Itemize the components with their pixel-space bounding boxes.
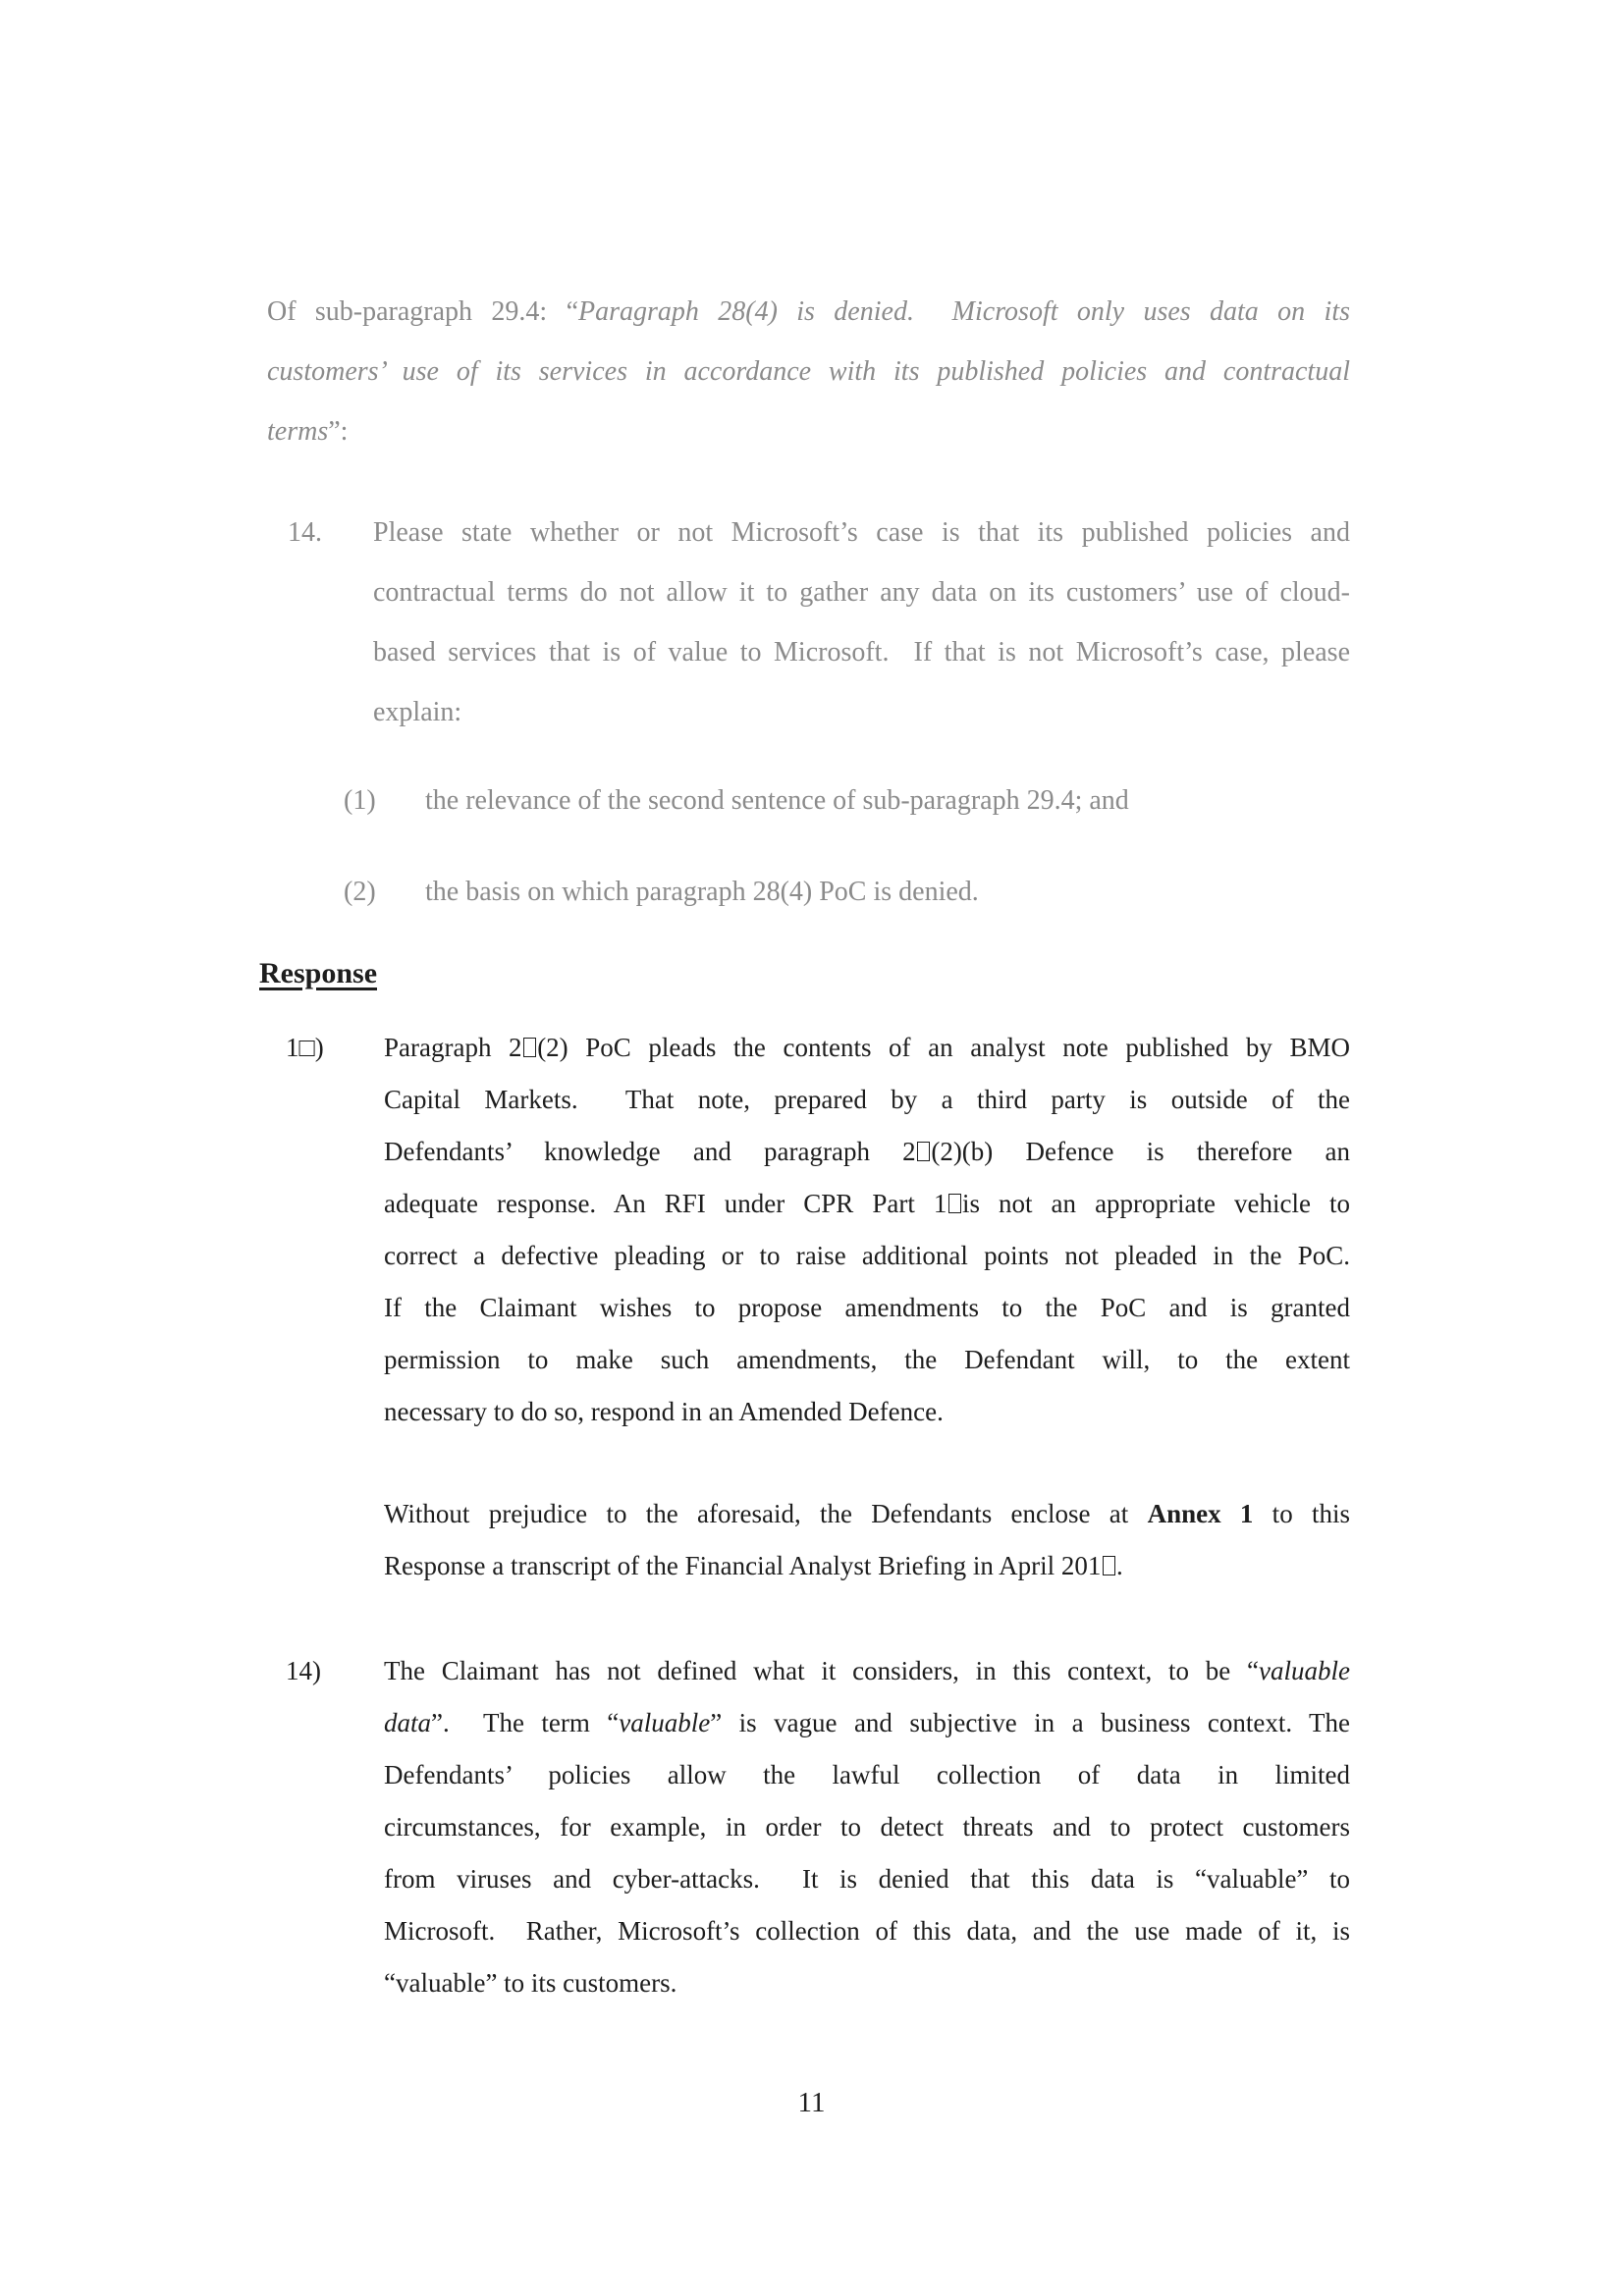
text-segment: necessary to do so, respond in an Amended Defence.: [384, 1397, 944, 1426]
response-paragraph-1-number: 1□): [286, 1033, 324, 1062]
intro-quote: [267, 282, 1350, 461]
response-paragraph-3-text: [384, 1645, 1350, 2009]
missing-glyph-box-icon: [948, 1194, 961, 1212]
text-segment: valuable: [1259, 1656, 1350, 1685]
text-segment: from viruses and cyber-attacks. It is denied that this data is “valuable” to: [384, 1864, 1350, 1894]
text-segment: to this: [1253, 1499, 1350, 1528]
text-line: [384, 1488, 1350, 1540]
response-heading: Response: [259, 957, 378, 989]
text-segment: adequate response. An RFI under CPR Part 1 is not an appropriate vehicle to: [384, 1189, 1350, 1218]
text-segment: permission to make such amendments, the Defendant will, to the extent: [384, 1345, 1350, 1374]
question-number: 14.: [288, 517, 322, 548]
text-segment: data: [384, 1708, 432, 1737]
text-segment: Capital Markets. That note, prepared by a third party is outside of the: [384, 1085, 1350, 1114]
text-segment: Please state whether or not Microsoft’s case is that its published policies and: [373, 517, 1350, 548]
text-line: [384, 1230, 1350, 1282]
text-segment: Annex 1: [1147, 1499, 1254, 1528]
text-segment: customers’ use of its services in accordance with its published policies and contractual: [267, 356, 1350, 387]
text-segment: based services that is of value to Microsoft. If that is not Microsoft’s case, please: [373, 637, 1350, 667]
sub-question-2-text: the basis on which paragraph 28(4) PoC is denied.: [425, 877, 979, 907]
text-line: [384, 1957, 1350, 2009]
text-segment: “valuable” to its customers.: [384, 1968, 677, 1998]
text-line: [373, 562, 1350, 622]
text-segment: Response a transcript of the Financial Analyst Briefing in April 201 .: [384, 1551, 1123, 1580]
text-line: [384, 1334, 1350, 1386]
text-line: [373, 682, 1350, 742]
text-line: [384, 1697, 1350, 1749]
response-paragraph-1-text: [384, 1022, 1350, 1438]
text-line: [384, 1749, 1350, 1801]
sub-question-2-number: (2): [344, 877, 376, 907]
text-line: [384, 1540, 1350, 1592]
missing-glyph-box-icon: [1103, 1556, 1115, 1575]
text-line: [384, 1386, 1350, 1438]
text-segment: Paragraph 28(4) is denied. Microsoft only uses data on its: [578, 296, 1350, 327]
text-line: [267, 342, 1350, 401]
text-segment: Microsoft. Rather, Microsoft’s collection of this data, and the use made of it, is: [384, 1916, 1350, 1946]
text-segment: circumstances, for example, in order to detect threats and to protect customers: [384, 1812, 1350, 1842]
text-segment: explain:: [373, 697, 462, 727]
text-line: [373, 503, 1350, 562]
text-line: [384, 1905, 1350, 1957]
missing-glyph-box-icon: [917, 1142, 930, 1160]
text-segment: Without prejudice to the aforesaid, the Defendants enclose at: [384, 1499, 1148, 1528]
text-segment: contractual terms do not allow it to gather any data on its customers’ use of cloud-: [373, 577, 1350, 608]
response-paragraph-2-text: [384, 1488, 1350, 1592]
text-line: [384, 1282, 1350, 1334]
text-segment: If the Claimant wishes to propose amendments to the PoC and is granted: [384, 1293, 1350, 1322]
sub-question-1-text: the relevance of the second sentence of sub-paragraph 29.4; and: [425, 785, 1129, 816]
text-line: [384, 1645, 1350, 1697]
text-segment: terms: [267, 416, 329, 447]
text-segment: valuable: [619, 1708, 711, 1737]
text-segment: ”:: [328, 416, 349, 447]
text-segment: Defendants’ policies allow the lawful collection of data in limited: [384, 1760, 1350, 1789]
text-line: [384, 1074, 1350, 1126]
sub-question-1-number: (1): [344, 785, 376, 816]
text-line: [384, 1853, 1350, 1905]
question-text: [373, 503, 1350, 742]
text-line: [384, 1022, 1350, 1074]
page-number: 11: [797, 2087, 826, 2118]
text-segment: Of sub-paragraph 29.4: “: [267, 296, 578, 327]
text-line: [373, 622, 1350, 682]
text-segment: Paragraph 2 (2) PoC pleads the contents of an analyst note published by BMO: [384, 1033, 1350, 1062]
response-paragraph-3-number: 14): [286, 1656, 321, 1685]
text-line: [267, 282, 1350, 342]
text-line: [384, 1178, 1350, 1230]
text-segment: ” is vague and subjective in a business context. The: [710, 1708, 1350, 1737]
text-line: [384, 1801, 1350, 1853]
text-segment: correct a defective pleading or to raise additional points not pleaded in the PoC.: [384, 1241, 1350, 1270]
text-line: [384, 1126, 1350, 1178]
text-segment: ”. The term “: [431, 1708, 620, 1737]
missing-glyph-box-icon: [523, 1038, 536, 1056]
text-segment: The Claimant has not defined what it considers, in this context, to be “: [384, 1656, 1260, 1685]
text-line: [267, 401, 1350, 461]
text-segment: Defendants’ knowledge and paragraph 2 (2)(b) Defence is therefore an: [384, 1137, 1350, 1166]
